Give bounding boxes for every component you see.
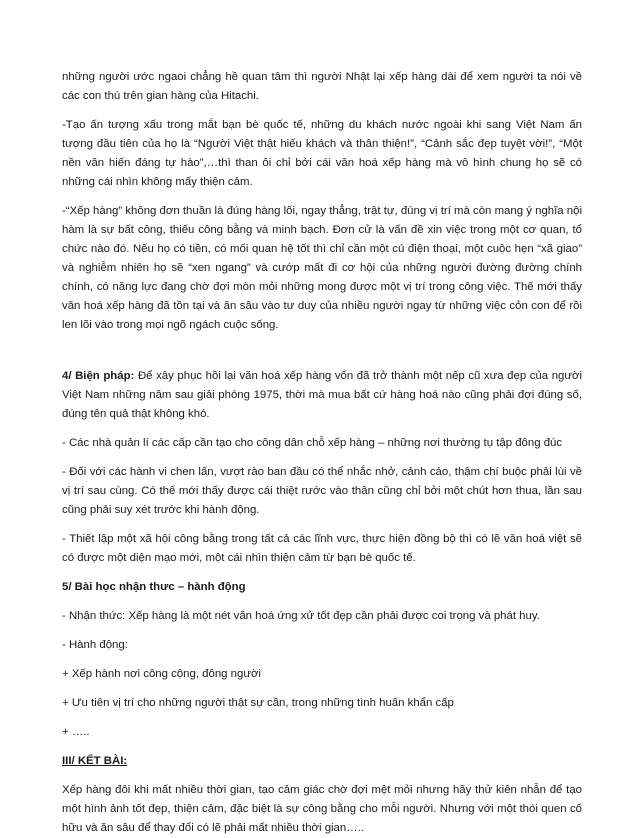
list-item-ellipsis: + ….. — [62, 726, 90, 738]
paragraph-queue-jumping: - Đối với các hành vi chen lấn, vượt rào ban đầu có thể nhắc nhở, cảnh cáo, thậm chí buộc phải lùi về vị trí sau cùng. Có thế mới thấy được cái thiệt rước vào thân cũng chỉ bởi một chút hơn thua, lần sau cũng phải suy xét trước khi hành động. — [62, 466, 582, 516]
list-item-priority: + Ưu tiên vị trí cho những người thật sự cần, trong những tình huấn khẩn cấp — [62, 697, 454, 709]
conclusion-heading: III/ KẾT BÀI: — [62, 755, 128, 767]
measures-text: Để xây phục hồi lại văn hoá xếp hàng vốn đã trở thành một nếp cũ xưa đẹp của người Việt Nam những năm sau giải phóng 1975, thời mà mua bất cứ hàng hoá nào cũng phải đợi đúng số, đúng tên quả thật không khó. — [62, 370, 583, 420]
paragraph-awareness: - Nhận thức: Xếp hàng là một nét văn hoá ứng xử tốt đẹp cần phải được coi trọng và phát huy. — [62, 610, 540, 622]
paragraph-queue-meaning: -“Xếp hàng” không đơn thuần là đúng hàng lối, ngay thẳng, trật tự, đúng vị trí mà còn mang ý nghĩa nội hàm là sự bất công, thiếu công bằng và minh bạch. Đơn cử là vấn đề xin việc trong một cơ quan, tổ chức nào đó. Nếu họ có tiền, có mối quan hệ tốt thì chỉ cần một cú điện thoại, một cuộc hẹn “xã giao” và nghiễm nhiên họ sẽ “xen ngang” và cướp mất đi cơ hội của những người đường đường chính chính, có năng lực đang chờ đợi mòn mỏi những mong được một vị trí trong công việc. Thế mới thấy văn hoá xếp hàng đã tồn tại và ăn sâu vào tư duy của nhiều người ngay từ những việc cỏn con để rồi len lõi vào trong mọi ngõ ngách cuộc sống. — [62, 205, 582, 331]
paragraph-managers: - Các nhà quản lí các cấp cần tạo cho công dân chỗ xếp hàng – những nơi thường tụ tập đông đúc — [62, 437, 563, 449]
paragraph-hitachi: những người ước ngaoi chẳng hề quan tâm thì người Nhật lại xếp hàng dài để xem người ta nói về các con thú trên gian hàng của Hitachi. — [62, 71, 582, 102]
paragraph-conclusion: Xếp hàng đôi khi mất nhiều thời gian, tạo cảm giác chờ đợi mệt mỏi nhưng hãy thử kiên nhẫn để tạo một hình ảnh tốt đẹp, thiện cảm, đặc biệt là sự công bằng cho mỗi người. Nhưng với một thói quen cố hữu và ăn sâu để thay đổi có lẽ phải mất nhiều thời gian….. — [62, 784, 582, 834]
list-item-public-queue: + Xếp hành nơi công cộng, đông người — [62, 668, 261, 680]
section-gap — [62, 345, 582, 367]
measures-heading: 4/ Biện pháp: — [62, 370, 135, 382]
paragraph-fair-society: - Thiết lập một xã hội công bằng trong tất cả các lĩnh vực, thực hiện đồng bộ thì có lẽ văn hoá việt sẽ có được một diện mạo mới, một cái nhìn thiện cảm từ bạn bè quốc tế. — [62, 533, 582, 564]
paragraph-measures — [62, 367, 582, 424]
paragraph-action-label: - Hành động: — [62, 639, 128, 651]
lesson-heading: 5/ Bài học nhận thưc – hành động — [62, 581, 246, 593]
paragraph-impression: -Tạo ấn tượng xấu trong mắt bạn bè quốc tế, những du khách nước ngoài khi sang Việt Nam ấn tượng đầu tiên của họ là “Người Việt thật hiếu khách và thân thiện!”, “Cảnh sắc đẹp tuyệt vời!”, “Một nền văn hiến đáng tự hào”,…thì than ôi chỉ bởi cái văn hoá xếp hàng mà vô hình chung họ sẽ có những cái nhìn không mấy thiện cảm. — [62, 119, 582, 188]
